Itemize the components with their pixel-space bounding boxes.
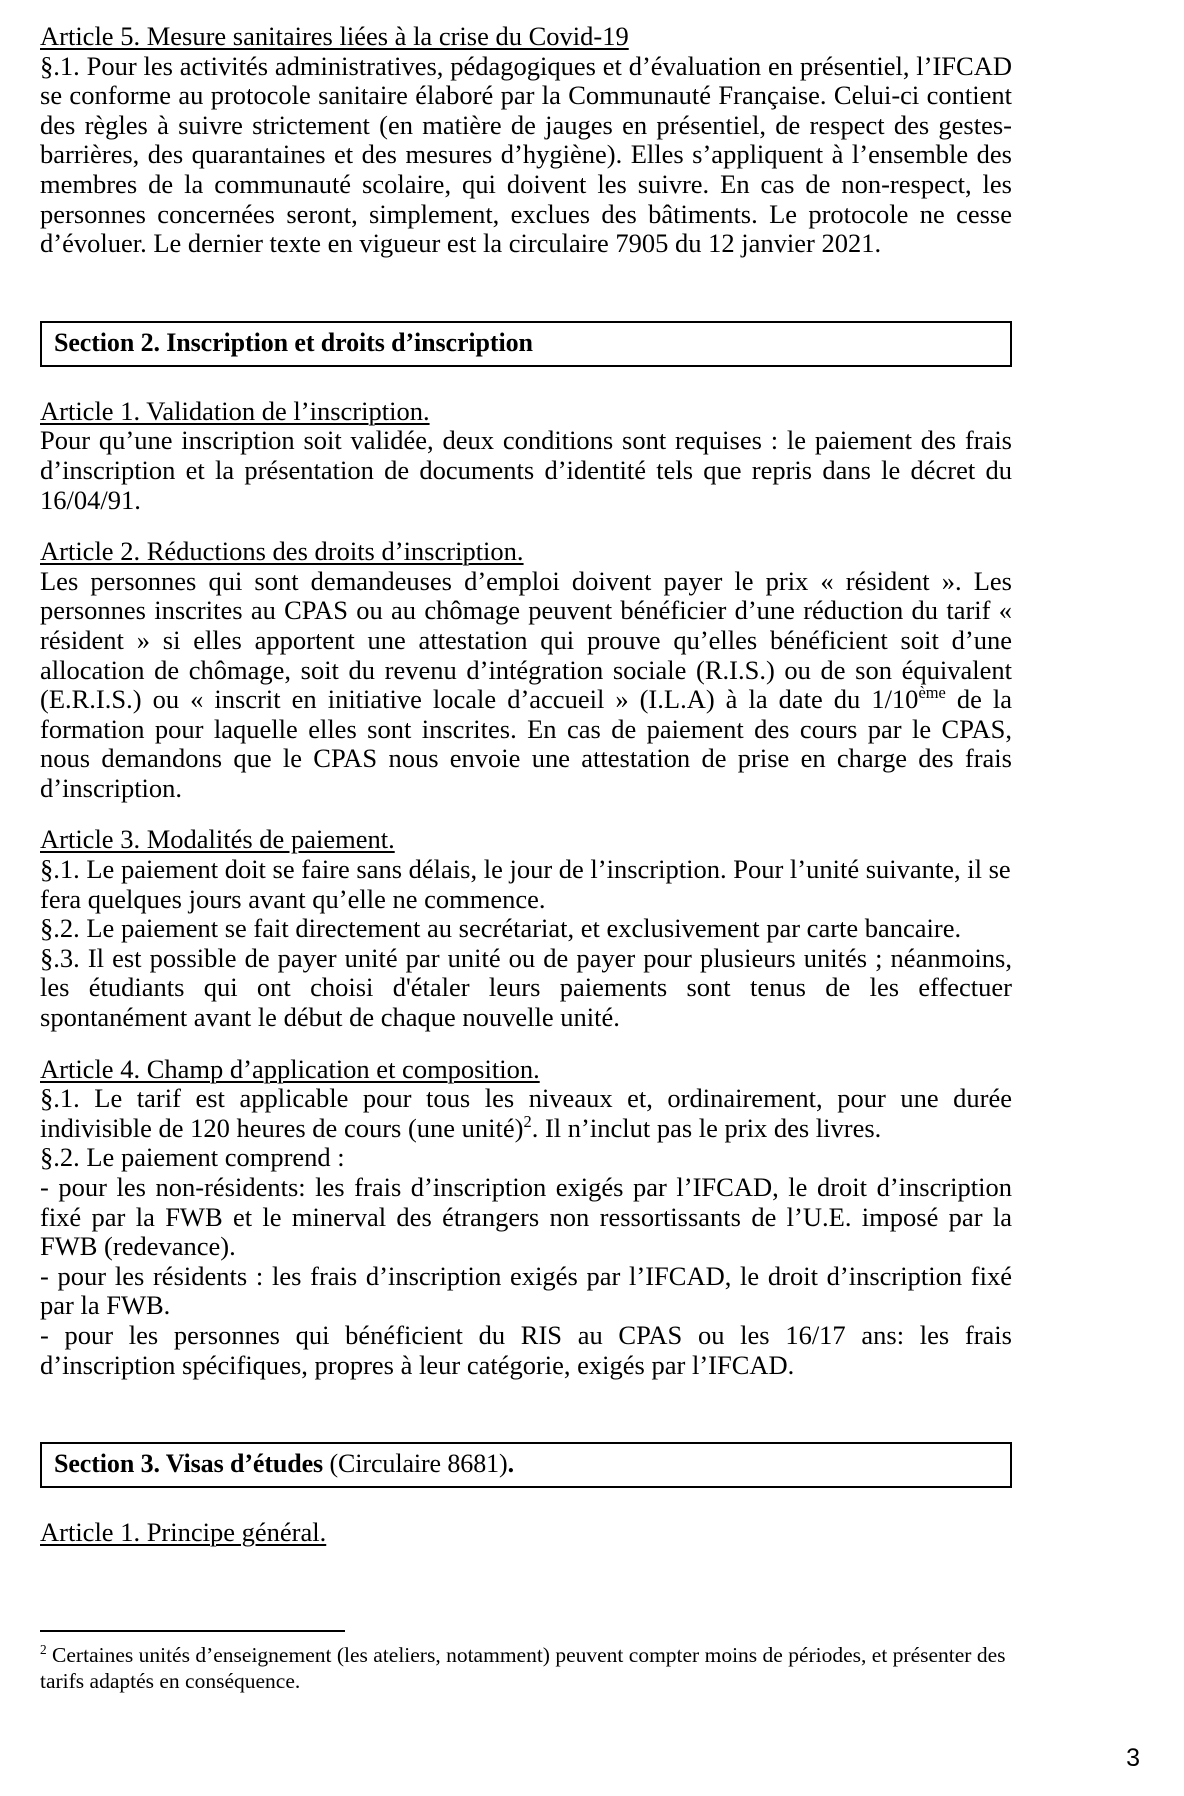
spacer [40, 1380, 1012, 1442]
article-4-para-1-part-2: . Il n’inclut pas le prix des livres. [531, 1112, 882, 1143]
section2-article-3-para-2: §.2. Le paiement se fait directement au secrétariat, et exclusivement par carte bancaire. [40, 913, 962, 944]
footnote-area [40, 1630, 1040, 1694]
section2-article-3-para-3: §.3. Il est possible de payer unité par unité ou de payer pour plusieurs unités ; néanmoins, les étudiants qui ont choisi d'étaler leurs paiements sont tenus de les effectuer spontanément avant le début de chaque nouvelle unité. [40, 942, 1012, 1033]
footnote-2 [40, 1642, 1040, 1694]
page-content [40, 22, 1012, 1548]
section2-article-3-heading-text: Article 3. Modalités de paiement. [40, 824, 395, 855]
footnote-body-text: Certaines unités d’enseignement (les ateliers, notamment) peuvent compter moins de périodes, et présenter des tarifs adaptés en conséquence. [40, 1643, 1006, 1693]
article-4-para-1-part-1: §.1. Le tarif est applicable pour tous les niveaux et, ordinairement, pour une durée indivisible de 120 heures de cours (une unité) [40, 1083, 1012, 1143]
page-number: 3 [1126, 1744, 1140, 1772]
section2-article-4-para-1 [40, 1084, 1012, 1143]
section2-article-4-bullet-1: - pour les non-résidents: les frais d’inscription exigés par l’IFCAD, le droit d’inscription fixé par la FWB et le minerval des étrangers non ressortissants de l’U.E. imposé par la FWB (redevance). [40, 1172, 1012, 1262]
section-3-title [54, 1449, 1000, 1479]
section2-article-1-paragraph: Pour qu’une inscription soit validée, deux conditions sont requises : le paiement des frais d’inscription et la présentation de documents d’identité tels que repris dans le décret du 16/04/91. [40, 425, 1012, 515]
spacer [40, 803, 1012, 825]
section2-article-1-heading [40, 397, 1012, 427]
spacer [40, 1033, 1012, 1055]
spacer [40, 259, 1012, 321]
article-5-paragraph: §.1. Pour les activités administratives, pédagogiques et d’évaluation en présentiel, l’IFCAD se conforme au protocole sanitaire élaboré par la Communauté Française. Celui-ci contient des règles à suivre strictement (en matière de jauges en présentiel, de respect des gestes-barrières, des quarantaines et des mesures d’hygiène). Elles s’appliquent à l’ensemble des membres de la communauté scolaire, qui doivent les suivre. En cas de non-respect, les personnes concernées seront, simplement, exclues des bâtiments. Le protocole ne cesse d’évoluer. Le dernier texte en vigueur est la circulaire 7905 du 12 janvier 2021. [40, 50, 1012, 259]
footnote-separator-rule [40, 1630, 345, 1632]
section2-article-2-heading [40, 537, 1012, 567]
section2-article-3-heading [40, 825, 1012, 855]
spacer [40, 1488, 1012, 1518]
section3-article-1-heading [40, 1518, 1012, 1548]
fraction-superscript: ème [918, 683, 946, 703]
spacer [40, 367, 1012, 397]
section2-article-2-heading-text: Article 2. Réductions des droits d’inscription. [40, 536, 524, 567]
article-2-text-part-1: Les personnes qui sont demandeuses d’emploi doivent payer le prix « résident ». Les personnes inscrites au CPAS ou au chômage peuvent bénéficier d’une réduction du tarif « résident » si elles apportent une attestation qui prouve qu’elles bénéficient soit d’une allocation de chômage, soit du revenu d’intégration sociale (R.I.S.) ou de son équivalent (E.R.I.S.) ou « inscrit en initiative locale d’accueil » (I.L.A) à la date du [40, 565, 1012, 715]
section-3-title-bold: Section 3. Visas d’études [54, 1449, 324, 1479]
section-2-header-box [40, 321, 1012, 367]
section2-article-4-heading [40, 1055, 1012, 1085]
section-3-title-regular: (Circulaire 8681) [323, 1449, 508, 1479]
article-5-heading [40, 22, 1012, 52]
section2-article-4-bullet-3: - pour les personnes qui bénéficient du RIS au CPAS ou les 16/17 ans: les frais d’inscription spécifiques, propres à leur catégorie, exigés par l’IFCAD. [40, 1319, 1012, 1380]
footnote-reference-marker: 2 [523, 1111, 532, 1131]
spacer [40, 515, 1012, 537]
footnote-marker: 2 [40, 1641, 47, 1657]
section3-article-1-heading-text: Article 1. Principe général. [40, 1517, 327, 1548]
section-2-title: Section 2. Inscription et droits d’inscription [54, 327, 533, 357]
section2-article-3-para-1: §.1. Le paiement doit se faire sans délais, le jour de l’inscription. Pour l’unité suivante, il se fera quelques jours avant qu’elle ne commence. [40, 854, 1011, 914]
section-3-title-end: . [507, 1449, 514, 1479]
section2-article-2-paragraph [40, 567, 1012, 804]
section2-article-4-heading-text: Article 4. Champ d’application et composition. [40, 1053, 540, 1084]
section-3-header-box [40, 1442, 1012, 1488]
article-2-text-part-2: de la formation pour laquelle elles sont inscrites. En cas de paiement des cours par le CPAS, nous demandons que le CPAS nous envoie une attestation de prise en charge des frais d’inscription. [40, 684, 1012, 803]
section2-article-4-para-2: §.2. Le paiement comprend : [40, 1142, 345, 1173]
article-5-heading-text: Article 5. Mesure sanitaires liées à la crise du Covid-19 [40, 21, 629, 51]
section2-article-4-bullet-2: - pour les résidents : les frais d’inscription exigés par l’IFCAD, le droit d’inscription fixé par la FWB. [40, 1260, 1012, 1321]
section2-article-1-heading-text: Article 1. Validation de l’inscription. [40, 395, 430, 426]
fraction-base: 1/10 [871, 684, 919, 715]
